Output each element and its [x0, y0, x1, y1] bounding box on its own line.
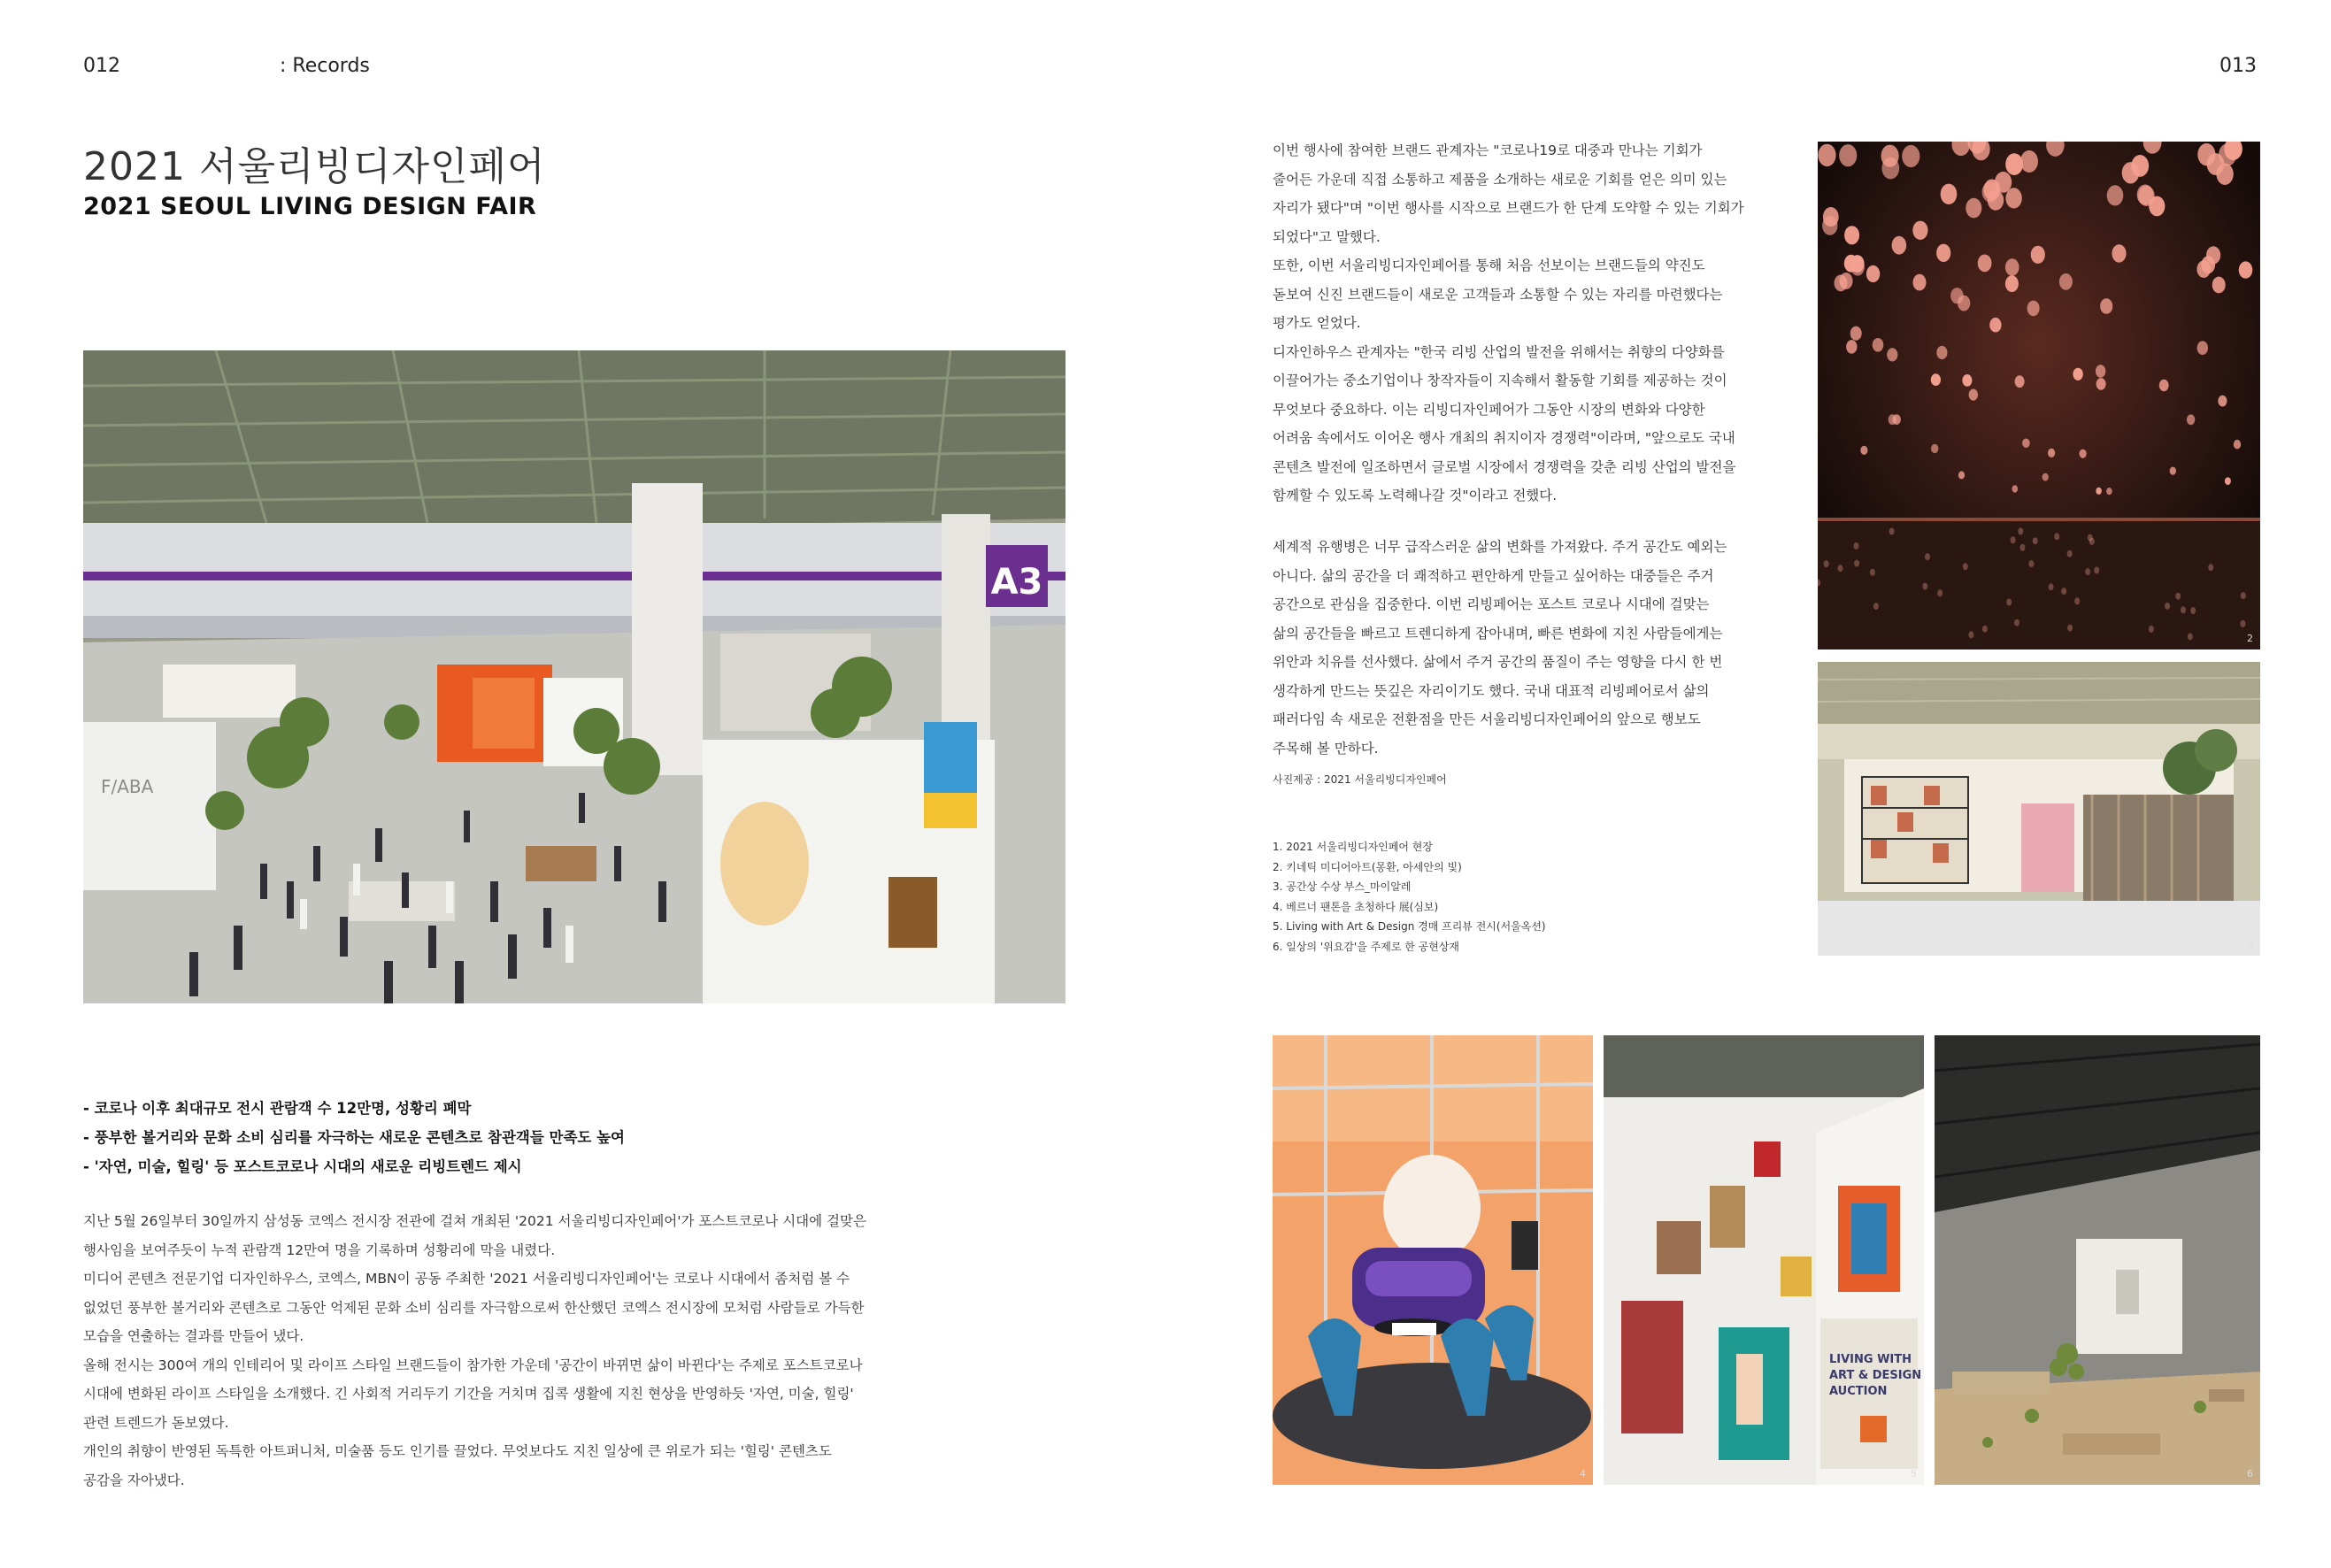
body-line: 삶의 공간들을 빠르고 트렌디하게 잡아내며, 빠른 변화에 지친 사람들에게는: [1273, 625, 1723, 642]
bullet-1: - 코로나 이후 최대규모 전시 관람객 수 12만명, 성황리 폐막: [83, 1100, 472, 1117]
lantern-shape: [1846, 340, 1857, 354]
body-line: 없었던 풍부한 볼거리와 콘텐츠로 그동안 억제된 문화 소비 심리를 자극함으로써 한산했던 코엑스 전시장에 모처럼 사람들로 가득한: [83, 1299, 865, 1316]
lantern-shape: [1839, 273, 1852, 289]
lantern-shape: [2187, 414, 2195, 425]
title-english: 2021 SEOUL LIVING DESIGN FAIR: [83, 193, 537, 220]
body-line: 되었다"고 말했다.: [1273, 228, 1381, 245]
lantern-shape: [2027, 301, 2040, 317]
body-line: 공간으로 관심을 집중한다. 이번 리빙페어는 포스트 코로나 시대에 걸맞는: [1273, 596, 1710, 612]
lantern-reflection: [1854, 542, 1859, 550]
lantern-shape: [2005, 188, 2021, 208]
lantern-shape: [1887, 348, 1897, 361]
body-line: 행사임을 보여주듯이 누적 관람객 12만여 명을 기록하며 성황리에 막을 내렸다.: [83, 1241, 556, 1258]
lantern-reflection: [2208, 564, 2213, 571]
body-line: 시대에 변화된 라이프 스타일을 소개했다. 긴 사회적 거리두기 기간을 거치며 집콕 생활에 지친 현상을 반영하듯 '자연, 미술, 힐링': [83, 1386, 854, 1402]
lantern-shape: [2131, 155, 2149, 177]
section-label: : Records: [280, 55, 370, 77]
lantern-shape: [1982, 181, 1999, 202]
lantern-reflection: [2188, 633, 2193, 640]
body-line: 이번 행사에 참여한 브랜드 관계자는 "코로나19로 대중과 만나는 기회가: [1273, 142, 1703, 158]
lantern-shape: [1844, 226, 1859, 244]
lantern-shape: [1902, 145, 1919, 167]
bullet-3: - '자연, 미술, 힐링' 등 포스트코로나 시대의 새로운 리빙트렌드 제시: [83, 1158, 522, 1175]
lantern-shape: [1881, 145, 1899, 167]
lantern-reflection: [2088, 534, 2093, 542]
lantern-reflection: [2085, 568, 2090, 575]
body-line: 생각하게 만드는 뜻깊은 자리이기도 했다. 국내 대표적 리빙페어로서 삶의: [1273, 682, 1710, 699]
body-line: 줄어든 가운데 직접 소통하고 제품을 소개하는 새로운 기회를 얻은 의미 있는: [1273, 171, 1727, 188]
lantern-reflection: [2018, 527, 2023, 534]
photo-booth-myalle: [1818, 662, 2260, 956]
caption-5: 5. Living with Art & Design 경매 프리뷰 전시(서울옥션): [1273, 920, 1546, 933]
lantern-shape: [2080, 450, 2087, 458]
body-line: 세계적 유행병은 너무 급작스러운 삶의 변화를 가져왔다. 주거 공간도 예외는: [1273, 539, 1727, 555]
lantern-shape: [1873, 338, 1884, 352]
lantern-shape: [1966, 198, 1981, 219]
lantern-shape: [2107, 185, 2124, 205]
lantern-shape: [2159, 380, 2169, 392]
lantern-shape: [1978, 255, 1992, 273]
photo-panton-exhibit: [1273, 1035, 1593, 1485]
lantern-shape: [2043, 473, 2049, 481]
lantern-shape: [1958, 471, 1965, 479]
booth-brand-faba: F/ABA: [101, 776, 154, 797]
caption-1: 1. 2021 서울리빙디자인페어 현장: [1273, 841, 1433, 853]
page-number-right: 013: [2219, 55, 2257, 77]
lantern-reflection: [2033, 537, 2038, 544]
lantern-shape: [1912, 221, 1927, 240]
body-line: 평가도 얻었다.: [1273, 315, 1361, 331]
lantern-shape: [2005, 153, 2023, 175]
lantern-shape: [2048, 449, 2055, 457]
lantern-shape: [2059, 273, 2073, 290]
lantern-reflection: [2061, 588, 2066, 595]
lantern-shape: [1936, 346, 1947, 359]
lantern-reflection: [1838, 565, 1843, 572]
lantern-reflection: [2054, 533, 2059, 540]
photo-exhibition-hall: [83, 350, 1065, 1003]
body-line: 콘텐츠 발전에 일조하면서 글로벌 시장에서 경쟁력을 갖춘 리빙 산업의 발전을: [1273, 458, 1736, 475]
lantern-reflection: [2006, 599, 2012, 606]
caption-3: 3. 공간상 수상 부스_마이알레: [1273, 880, 1412, 893]
lantern-reflection: [1824, 560, 1829, 567]
lantern-reflection: [1925, 553, 1930, 560]
lantern-shape: [2022, 439, 2030, 449]
lantern-shape: [1962, 374, 1972, 387]
lantern-shape: [1822, 216, 1837, 235]
auction-sign-text: LIVING WITH ART & DESIGN AUCTION: [1829, 1353, 1922, 1398]
title-korean: 2021 서울리빙디자인페어: [83, 144, 546, 189]
lantern-shape: [2005, 258, 2019, 276]
body-line: 위안과 치유를 선사했다. 삶에서 주거 공간의 품질이 주는 영향을 다시 한 번: [1273, 654, 1723, 670]
lantern-reflection: [2149, 626, 2154, 633]
photo-art-auction-preview: [1604, 1035, 1924, 1485]
body-line: 또한, 이번 서울리빙디자인페어를 통해 처음 선보이는 브랜드들의 약진도: [1273, 257, 1705, 273]
caption-6: 6. 일상의 '위요감'을 주제로 한 공현상재: [1273, 940, 1460, 953]
lantern-shape: [2020, 150, 2038, 173]
lantern-shape: [2015, 375, 2025, 388]
body-line: 모습을 연출하는 결과를 만들어 냈다.: [83, 1328, 304, 1344]
lantern-shape: [2012, 485, 2019, 492]
lantern-reflection: [1982, 626, 1988, 633]
lantern-shape: [1913, 274, 1927, 291]
lantern-reflection: [2014, 619, 2019, 626]
lantern-reflection: [2165, 603, 2170, 610]
lantern-shape: [2005, 275, 2019, 292]
body-line: 어려움 속에서도 이어온 행사 개최의 취지이자 경쟁력"이라며, "앞으로도 국내: [1273, 430, 1735, 446]
lantern-shape: [2073, 368, 2082, 380]
lantern-shape: [1860, 446, 1867, 455]
lantern-shape: [1839, 144, 1857, 166]
lantern-reflection: [1968, 631, 1973, 638]
lantern-shape: [2096, 365, 2105, 377]
lantern-reflection: [1870, 569, 1875, 576]
body-line: 관련 트렌드가 돋보였다.: [83, 1414, 229, 1431]
lantern-reflection: [1922, 583, 1927, 590]
lantern-shape: [2031, 246, 2045, 264]
body-line: 이끌어가는 중소기업이나 창작자들이 지속해서 활동할 기회를 제공하는 것이: [1273, 373, 1727, 388]
body-line: 자리가 됐다"며 "이번 행사를 시작으로 브랜드가 한 단계 도약할 수 있는 기회가: [1273, 200, 1744, 216]
lantern-reflection: [2067, 550, 2073, 557]
body-line: 주목해 볼 만하다.: [1273, 740, 1379, 757]
lantern-reflection: [2175, 593, 2181, 600]
lantern-shape: [2096, 488, 2102, 495]
lantern-shape: [1989, 318, 2001, 333]
lantern-reflection: [2190, 607, 2196, 614]
lantern-reflection: [2240, 620, 2245, 627]
lantern-shape: [1941, 184, 1958, 204]
lantern-shape: [2170, 467, 2176, 475]
lantern-shape: [2239, 261, 2253, 278]
lantern-reflection: [2049, 583, 2054, 590]
photo-number-6: 6: [2247, 1468, 2253, 1480]
photo-number-4: 4: [1580, 1468, 1586, 1480]
lantern-reflection: [2067, 625, 2073, 632]
lantern-reflection: [2094, 567, 2099, 574]
lantern-reflection: [1854, 560, 1859, 567]
lantern-reflection: [1963, 563, 1968, 570]
caption-4: 4. 베르너 팬톤을 초청하다 展(심보): [1273, 900, 1439, 913]
body-line: 디자인하우스 관계자는 "한국 리빙 산업의 발전을 위해서는 취향의 다양화를: [1273, 343, 1725, 360]
lantern-shape: [2206, 246, 2220, 264]
lantern-reflection: [2019, 544, 2025, 551]
lantern-shape: [1844, 255, 1858, 273]
photo-number-2: 2: [2247, 633, 2253, 644]
body-line: 올해 전시는 300여 개의 인테리어 및 라이프 스타일 브랜드들이 참가한 가운데 '공간이 바뀌면 삶이 바뀐다'는 주제로 포스트코로나: [83, 1357, 863, 1373]
body-line: 함께할 수 있도록 노력해나갈 것"이라고 전했다.: [1273, 488, 1558, 503]
left-body-text: [83, 1207, 866, 1495]
bullet-2: - 풍부한 볼거리와 문화 소비 심리를 자극하는 새로운 콘텐츠로 참관객들 만족도 높여: [83, 1129, 625, 1146]
body-line: 미디어 콘텐츠 전문기업 디자인하우스, 코엑스, MBN이 공동 주최한 '2021 서울리빙디자인페어'는 코로나 시대에서 좀처럼 볼 수: [83, 1271, 850, 1287]
body-line: 패러다임 속 새로운 전환점을 만든 서울리빙디자인페어의 앞으로 행보도: [1273, 711, 1701, 727]
hall-sign-a3: A3: [990, 562, 1043, 603]
lantern-reflection: [2181, 606, 2186, 613]
body-line: 무엇보다 중요하다. 이는 리빙디자인페어가 그동안 시장의 변화와 다양한: [1273, 401, 1705, 418]
lantern-shape: [2197, 341, 2208, 355]
lantern-shape: [2218, 396, 2227, 407]
photo-captions: [1273, 837, 1546, 957]
lantern-shape: [2212, 277, 2226, 294]
lantern-shape: [2225, 477, 2231, 485]
photo-credit: 사진제공 : 2021 서울리빙디자인페어: [1273, 773, 1447, 786]
lantern-shape: [2216, 164, 2233, 185]
photo-number-3: 3: [2247, 939, 2253, 950]
right-body-text-1: [1273, 136, 1744, 511]
lantern-shape: [1893, 414, 1901, 425]
lantern-shape: [2100, 298, 2112, 314]
lantern-shape: [1931, 373, 1941, 386]
summary-bullets: [83, 1094, 625, 1181]
lantern-shape: [1818, 144, 1835, 166]
lantern-shape: [2137, 185, 2154, 205]
lantern-shape: [2234, 440, 2241, 450]
lantern-reflection: [1937, 589, 1942, 596]
lantern-shape: [2112, 244, 2126, 262]
body-line: 개인의 취향이 반영된 독특한 아트퍼니처, 미술품 등도 인기를 끌었다. 무엇보다도 지친 일상에 큰 위로가 되는 '힐링' 콘텐츠도: [83, 1443, 832, 1459]
lantern-shape: [1866, 265, 1880, 282]
lantern-shape: [1892, 236, 1907, 255]
lantern-reflection: [2028, 560, 2034, 567]
photo-number-5: 5: [1911, 1468, 1917, 1480]
body-line: 지난 5월 26일부터 30일까지 삼성동 코엑스 전시장 전관에 걸쳐 개최된 '2021 서울리빙디자인페어'가 포스트코로나 시대에 걸맞은: [83, 1213, 866, 1229]
lantern-shape: [1931, 444, 1938, 453]
lantern-reflection: [2074, 597, 2080, 604]
right-body-text-2: [1273, 533, 1727, 763]
lantern-shape: [1850, 327, 1862, 341]
body-line: 아니다. 삶의 공간을 더 쾌적하고 편안하게 만들고 싶어하는 대중들은 주거: [1273, 567, 1714, 584]
lantern-shape: [2106, 488, 2112, 495]
lantern-shape: [1936, 244, 1950, 262]
photo-installation: [1935, 1035, 2260, 1485]
lantern-reflection: [2241, 592, 2246, 599]
photo-lantern-media-art: [1818, 142, 2260, 649]
body-line: 돋보여 신진 브랜드들이 새로운 고객들과 소통할 수 있는 자리를 마련했다는: [1273, 286, 1723, 303]
lantern-shape: [1950, 288, 1964, 304]
caption-2: 2. 키네틱 미디어아트(몽환, 아세안의 빛): [1273, 860, 1462, 873]
lantern-reflection: [1889, 527, 1895, 534]
lantern-shape: [2096, 378, 2106, 390]
page-number-left: 012: [83, 55, 120, 77]
lantern-reflection: [1873, 603, 1879, 610]
lantern-reflection: [2011, 536, 2016, 543]
lantern-shape: [1969, 389, 1978, 401]
body-line: 공감을 자아냈다.: [83, 1472, 185, 1488]
